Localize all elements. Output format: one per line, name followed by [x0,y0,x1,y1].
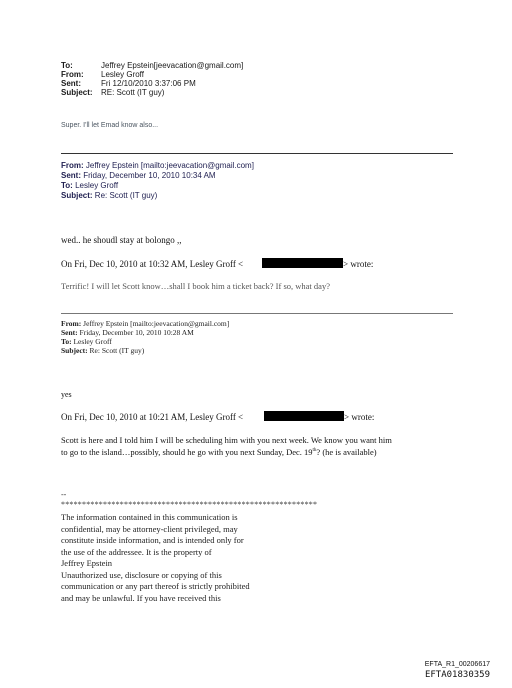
document-id: EFTA_R1_00206617 [424,661,490,668]
disclaimer-line: Jeffrey Epstein [61,558,113,568]
body-text: wed.. he shoudl stay at bolongo ,, [61,235,182,245]
sent-value: Fri 12/10/2010 3:37:06 PM [101,79,196,88]
msg2-from: From: Jeffrey Epstein [mailto:jeevacation@gmail.com] [61,161,254,170]
disclaimer-line: communication or any part thereof is strictly prohibited [61,581,250,591]
disclaimer-line: confidential, may be attorney-client privileged, may [61,523,238,534]
msg2-subject: Subject: Re: Scott (IT guy) [61,191,158,200]
subject-label: Subject: [61,88,93,97]
disclaimer-line: constitute inside information, and is intended only for [61,535,244,545]
signature-stars: ************************************************************* [61,500,318,509]
disclaimer-line: the use of the addressee. It is the property of [61,546,212,557]
quote-line-suffix: > wrote: [343,259,374,269]
divider [61,313,453,314]
quoted-text-line: to go to the island…possibly, should he go with you next Sunday, Dec. 19th? (he is available) [61,447,377,457]
reply-text: Super. I'll let Emad know also... [61,122,159,129]
signature-dash: -- [61,490,67,499]
bates-number: EFTA01830359 [424,670,490,680]
from-label: From: [61,70,84,79]
redaction-box [264,411,344,421]
msg3-sent: Sent: Friday, December 10, 2010 10:28 AM [61,328,194,337]
quote-line-suffix: > wrote: [344,412,375,422]
msg2-sent: Sent: Friday, December 10, 2010 10:34 AM [61,171,216,180]
disclaimer-line: and may be unlawful. If you have received this [61,592,221,603]
to-value: Jeffrey Epstein[jeevacation@gmail.com] [101,61,244,70]
msg3-from: From: Jeffrey Epstein [mailto:jeevacation@gmail.com] [61,319,230,328]
disclaimer-line: The information contained in this communication is [61,512,238,522]
subject-value: RE: Scott (IT guy) [101,88,165,97]
msg2-to: To: Lesley Groff [61,181,119,190]
msg3-to: To: Lesley Groff [61,337,112,346]
quote-line: On Fri, Dec 10, 2010 at 10:32 AM, Lesley Groff < [61,259,244,269]
disclaimer-line: Unauthorized use, disclosure or copying of this [61,569,222,580]
disclaimer [61,512,250,604]
msg3-subject: Subject: Re: Scott (IT guy) [61,346,145,355]
redaction-box [262,258,343,268]
quoted-text-line: Scott is here and I told him I will be scheduling him with you next week. We know you want him [61,435,392,445]
quoted-text: Terrific! I will let Scott know…shall I book him a ticket back? If so, what day? [61,281,330,291]
body-text: yes [61,390,72,399]
from-value: Lesley Groff [101,70,144,79]
divider [61,153,453,154]
to-label: To: [61,61,73,70]
sent-label: Sent: [61,79,81,88]
quote-line: On Fri, Dec 10, 2010 at 10:21 AM, Lesley Groff < [61,412,244,422]
